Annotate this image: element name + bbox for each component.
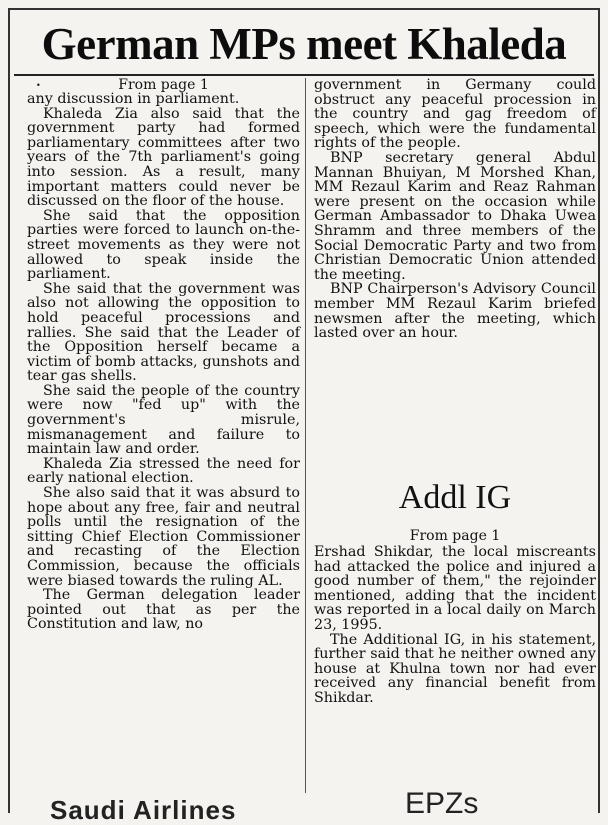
headline: German MPs meet Khaleda	[41, 19, 567, 69]
paragraph: any discussion in parliament.	[27, 91, 240, 107]
from-page-label: From page 1	[118, 77, 209, 93]
paragraph: BNP Chairperson's Advisory Council member MM Rezaul Karim briefed newsmen after the meeting, which lasted over an hour.	[314, 281, 596, 342]
column-divider	[305, 78, 306, 793]
addl-ig-body	[314, 545, 596, 706]
bullet-mark: •	[36, 81, 41, 90]
addl-ig-heading: Addl IG	[398, 479, 512, 516]
left-column	[27, 78, 300, 813]
paragraph: BNP secretary general Abdul Mannan Bhuiyan, M Morshed Khan, MM Rezaul Karim and Reaz Rahman were present on the occasion while German Ambassador to Dhaka Uwea Shramm and three members of the Social Democratic Party and two from Christian Democratic Union attended the meeting.	[314, 149, 596, 283]
paragraph: Ershad Shikdar, the local miscreants had attacked the police and injured a good number of them," the rejoinder mentioned, adding that the incident was reported in a local daily on March 23, 1995.	[314, 544, 596, 633]
paragraph: The Additional IG, in his statement, further said that he neither owned any house at Khulna town nor had ever received any financial benefit from Shikdar.	[314, 631, 596, 706]
paragraph: She said that the government was also not allowing the opposition to hold peaceful processions and rallies. She said that the Leader of the Opposition herself became a victim of bomb attacks, gunshots and tear gas shells.	[27, 280, 300, 385]
paragraph: The German delegation leader pointed out that as per the Constitution and law, no	[27, 587, 300, 633]
paragraph: Khaleda Zia stressed the need for early national election.	[27, 455, 300, 487]
cutoff-heading-right: EPZs	[405, 787, 479, 820]
cutoff-heading-left: Saudi Airlines	[50, 795, 237, 825]
paragraph: government in Germany could obstruct any peaceful procession in the country and gag freedom of speech, which were the fundamental rights of the people.	[314, 77, 596, 152]
from-page-label: From page 1	[409, 528, 501, 544]
headline-rule	[14, 74, 594, 76]
paragraph: She said that the opposition parties were forced to launch on-the-street movements as they were not allowed to speak inside the parliament.	[27, 207, 300, 283]
paragraph: Khaleda Zia also said that the government party had formed parliamentary committees after two years of the 7th parliament's going into session. As a result, many important matters could never be discussed on the floor of the house.	[27, 105, 300, 210]
paragraph: She said the people of the country were now "fed up" with the government's misrule, mismanagement and failure to maintain law and order.	[27, 382, 300, 458]
paragraph: She also said that it was absurd to hope about any free, fair and neutral polls until the resignation of the sitting Chief Election Commissioner and recasting of the Election Commission, because the officials were biased towards the ruling AL.	[27, 485, 300, 589]
